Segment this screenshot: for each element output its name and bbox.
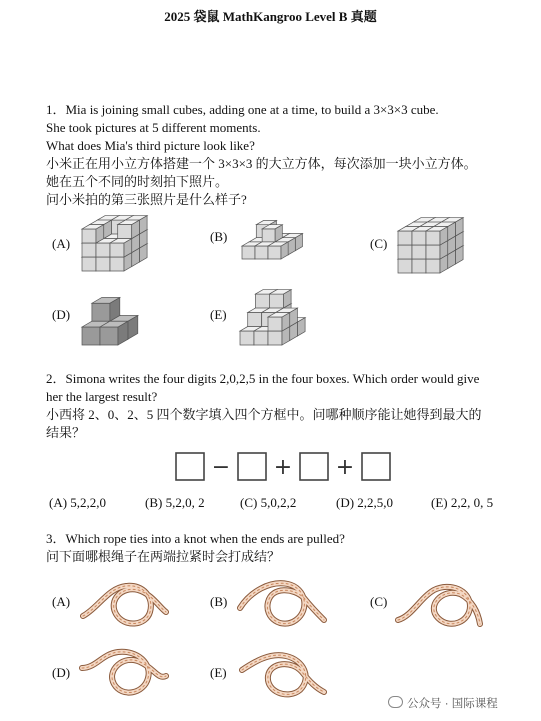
page-title: 2025 袋鼠 MathKangroo Level B 真题 (164, 9, 377, 24)
q2-line: 2．Simona writes the four digits 2,0,2,5 in the four boxes. Which order would give (46, 371, 480, 386)
rope-strand (242, 655, 324, 694)
digit-box-3[interactable] (300, 453, 328, 480)
cube-face (398, 245, 412, 259)
q1-option-b-label[interactable]: (B) (210, 229, 228, 244)
q2-line: 小西将 2、0、2、5 四个数字填入四个方框中。问哪种顺序能让她得到最大的 (46, 407, 482, 422)
cube-face (242, 246, 255, 259)
cube-face (110, 243, 124, 257)
cube-face (398, 259, 412, 273)
cube-face (240, 331, 254, 345)
cube-face (426, 245, 440, 259)
cube-face (248, 313, 262, 327)
q3-option-b-rope-figure[interactable] (236, 568, 326, 632)
cube-face (96, 257, 110, 271)
cube-face (262, 229, 275, 242)
q1-option-a-label[interactable]: (A) (52, 236, 71, 251)
cube-face (268, 331, 282, 345)
cube-face (254, 331, 268, 345)
q1-line: What does Mia's third picture look like? (46, 138, 255, 153)
cube-face (268, 317, 282, 331)
q1-option-e-label[interactable]: (E) (210, 307, 227, 322)
q1-option-c-label[interactable]: (C) (370, 236, 388, 251)
q3-line: 3．Which rope ties into a knot when the ends are pulled? (46, 531, 345, 546)
q3-option-d-label[interactable]: (D) (52, 665, 71, 680)
cube-face (82, 327, 100, 345)
q1-option-d-label[interactable]: (D) (52, 307, 71, 322)
q1-line: She took pictures at 5 different moments. (46, 120, 261, 135)
cube-face (426, 259, 440, 273)
cube-face (82, 257, 96, 271)
q1-option-d-cubes-figure[interactable] (78, 287, 148, 349)
q1-option-e-cubes-figure[interactable] (236, 285, 318, 349)
q1-line: 1．Mia is joining small cubes, adding one at a time, to build a 3×3×3 cube. (46, 102, 439, 117)
plus-operator: + (273, 455, 293, 480)
q2-boxes-equation (170, 450, 400, 484)
q1-option-a-cubes-figure[interactable] (78, 213, 160, 277)
cube-face (255, 246, 268, 259)
q1-option-b-cubes-figure[interactable] (236, 215, 318, 265)
cube-face (268, 246, 281, 259)
q1-line: 问小米拍的第三张照片是什么样子? (46, 192, 247, 207)
watermark (388, 695, 498, 711)
q3-option-c-label[interactable]: (C) (370, 594, 388, 609)
digit-box-2[interactable] (238, 453, 266, 480)
q3-option-e-label[interactable]: (E) (210, 665, 227, 680)
q2-answer-b[interactable]: (B) 5,2,0, 2 (145, 495, 205, 510)
digit-box-1[interactable] (176, 453, 204, 480)
q3-option-c-rope-figure[interactable] (394, 568, 484, 632)
q1-line: 她在五个不同的时刻拍下照片。 (46, 174, 229, 189)
q2-answer-e[interactable]: (E) 2,2, 0, 5 (431, 495, 494, 510)
q2-answer-d[interactable]: (D) 2,2,5,0 (336, 495, 394, 510)
q2-answer-a[interactable]: (A) 5,2,2,0 (49, 495, 107, 510)
minus-operator: − (211, 455, 231, 480)
wechat-icon (388, 696, 403, 708)
cube-face (100, 327, 118, 345)
q3-option-b-label[interactable]: (B) (210, 594, 228, 609)
q1-option-c-cubes-figure[interactable] (394, 213, 476, 277)
q2-line: her the largest result? (46, 389, 158, 404)
cube-face (412, 245, 426, 259)
q3-line: 问下面哪根绳子在两端拉紧时会打成结？ (46, 549, 281, 564)
cube-face (426, 231, 440, 245)
cube-face (110, 257, 124, 271)
plus-operator: + (335, 455, 355, 480)
q2-line: 结果？ (46, 425, 86, 440)
q3-option-d-rope-figure[interactable] (78, 638, 168, 702)
cube-face (398, 231, 412, 245)
rope-strand (82, 652, 166, 693)
cube-face (82, 243, 96, 257)
cube-face (412, 231, 426, 245)
q3-option-a-label[interactable]: (A) (52, 594, 71, 609)
cube-face (118, 225, 132, 239)
cube-face (412, 259, 426, 273)
q1-line: 小米正在用小立方体搭建一个 3×3×3 的大立方体，每次添加一块小立方体。 (46, 156, 477, 171)
cube-face (269, 294, 283, 308)
cube-face (96, 243, 110, 257)
watermark-text: 公众号 · 国际课程 (407, 698, 498, 710)
cube-face (92, 303, 110, 321)
cube-face (255, 294, 269, 308)
q3-option-e-rope-figure[interactable] (236, 638, 326, 702)
cube-face (82, 229, 96, 243)
q2-answer-c[interactable]: (C) 5,0,2,2 (240, 495, 297, 510)
digit-box-4[interactable] (362, 453, 390, 480)
q3-option-a-rope-figure[interactable] (78, 568, 168, 632)
